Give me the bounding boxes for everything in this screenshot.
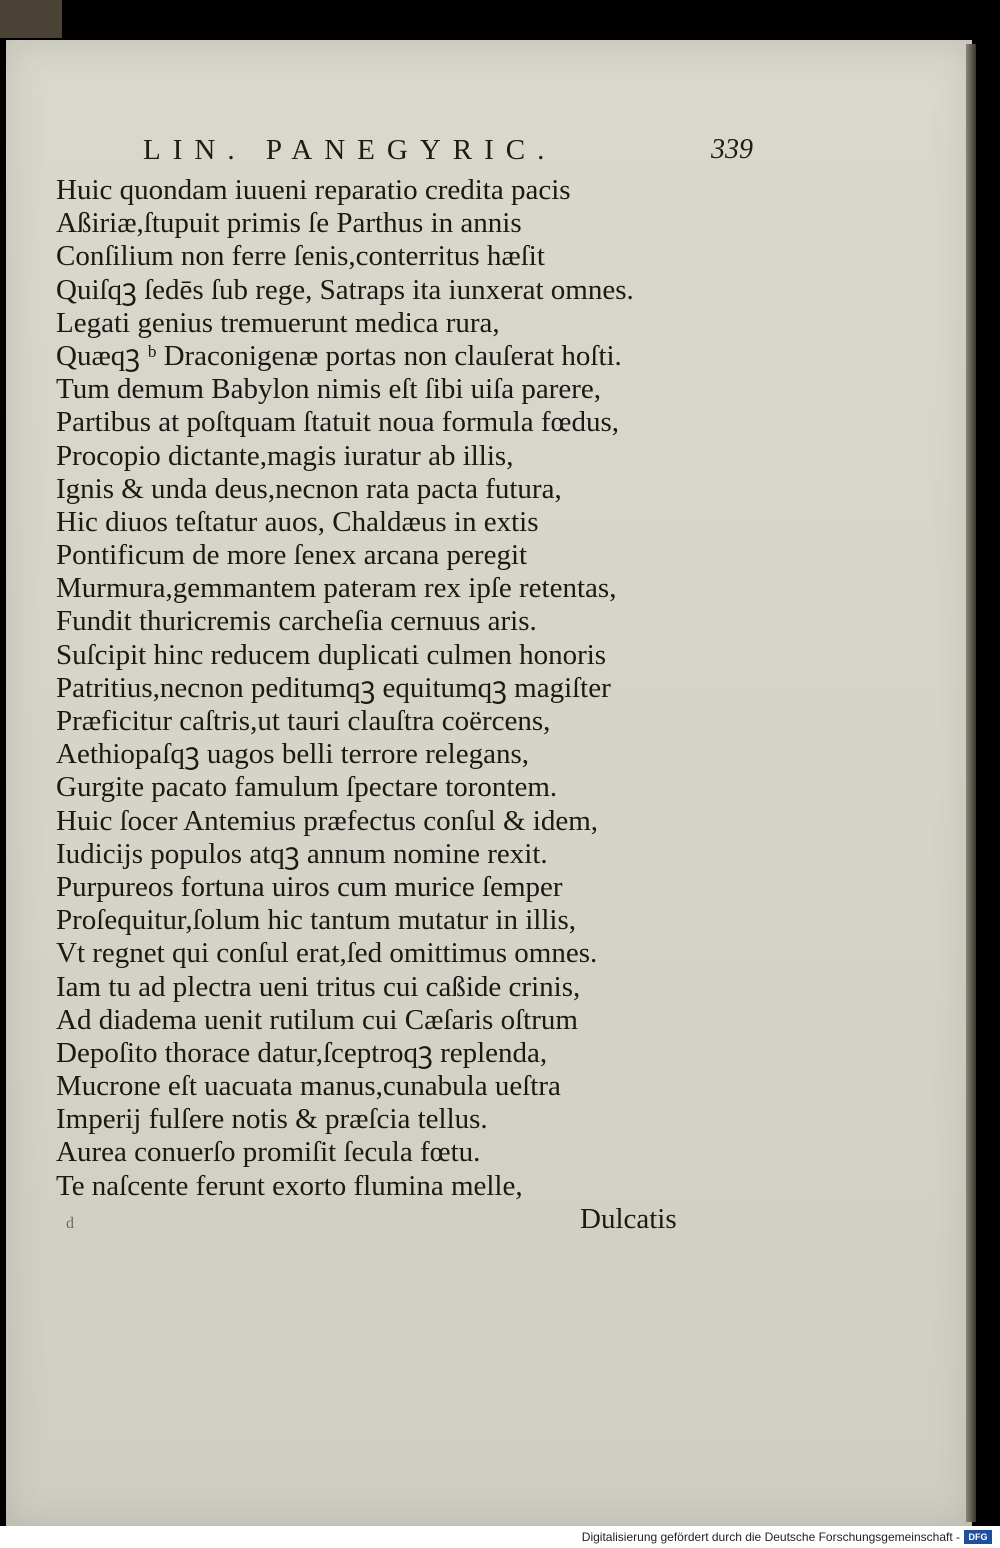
corner-tab: [0, 0, 62, 38]
folio-number: 339: [711, 134, 753, 165]
verse-line: Proſequitur,ſolum hic tantum mutatur in illis,: [56, 904, 576, 937]
verse-line: Imperij fulſere notis & præſcia tellus.: [56, 1103, 488, 1136]
verse-line: Pontificum de more ſenex arcana peregit: [56, 539, 528, 572]
verse-line: Depoſito thorace datur,ſceptroqꝫ replenda,: [56, 1036, 548, 1069]
page-header: [143, 134, 763, 174]
running-head: LIN. PANEGYRIC.: [143, 134, 557, 166]
page-edge: [966, 44, 976, 1522]
verse-line: Te naſcente ferunt exorto flumina melle,: [56, 1169, 523, 1202]
verse-text-block: [56, 174, 716, 1203]
verse-line: Quæqꝫ ᵇ Draconigenæ portas non clauſerat hoſti.: [56, 339, 622, 372]
verse-line: Præficitur caſtris,ut tauri clauſtra coërcens,: [56, 705, 551, 737]
verse-line: Aßiriæ,ſtupuit primis ſe Parthus in annis: [56, 207, 522, 240]
verse-line: Ignis & unda deus,necnon rata pacta futura,: [56, 472, 562, 505]
catchword: Dulcatis: [580, 1203, 677, 1235]
verse-line: Legati genius tremuerunt medica rura,: [56, 306, 500, 339]
verse-line: Procopio dictante,magis iuratur ab illis,: [56, 439, 514, 472]
verse-line: Huic quondam iuueni reparatio credita pacis: [56, 174, 571, 206]
verse-line: Huic ſocer Antemius præfectus conſul & idem,: [56, 804, 599, 837]
verse-line: Murmura,gemmantem pateram rex ipſe retentas,: [56, 572, 617, 605]
verse-line: Gurgite pacato famulum ſpectare torontem.: [56, 771, 558, 804]
verse-line: Mucrone eſt uacuata manus,cunabula ueſtra: [56, 1070, 561, 1103]
dfg-logo-icon: DFG: [964, 1530, 992, 1544]
verse-line: Vt regnet qui conſul erat,ſed omittimus omnes.: [56, 937, 598, 970]
verse-line: Suſcipit hinc reducem duplicati culmen honoris: [56, 638, 607, 671]
verse-line: Aethiopaſqꝫ uagos belli terrore relegans,: [56, 738, 530, 771]
verse-line: Hic diuos teſtatur auos, Chaldæus in extis: [56, 505, 539, 538]
verse-line: Quiſqꝫ ſedēs ſub rege, Satraps ita iunxerat omnes.: [56, 273, 634, 306]
verse-line: Purpureos fortuna uiros cum murice ſemper: [56, 870, 563, 903]
verse-line: Conſilium non ferre ſenis,conterritus hæſit: [56, 240, 545, 273]
digitization-footer: [0, 1526, 1000, 1548]
verse-line: Fundit thuricremis carcheſia cernuus aris.: [56, 605, 537, 638]
verse-line: Iudicijs populos atqꝫ annum nomine rexit.: [56, 837, 548, 870]
verse-line: Patritius,necnon peditumqꝫ equitumqꝫ magiſter: [56, 671, 611, 704]
verse-line: Partibus at poſtquam ſtatuit noua formula fœdus,: [56, 406, 619, 439]
signature-mark: d: [66, 1215, 74, 1232]
verse-line: Ad diadema uenit rutilum cui Cæſaris oſtrum: [56, 1003, 578, 1036]
verse-line: Tum demum Babylon nimis eſt ſibi uiſa parere,: [56, 373, 602, 406]
funding-credit: Digitalisierung gefördert durch die Deutsche Forschungsgemeinschaft -: [581, 1530, 960, 1544]
verse-line: Iam tu ad plectra ueni tritus cui caßide crinis,: [56, 970, 581, 1003]
verse-line: Aurea conuerſo promiſit ſecula fœtu.: [56, 1136, 481, 1169]
